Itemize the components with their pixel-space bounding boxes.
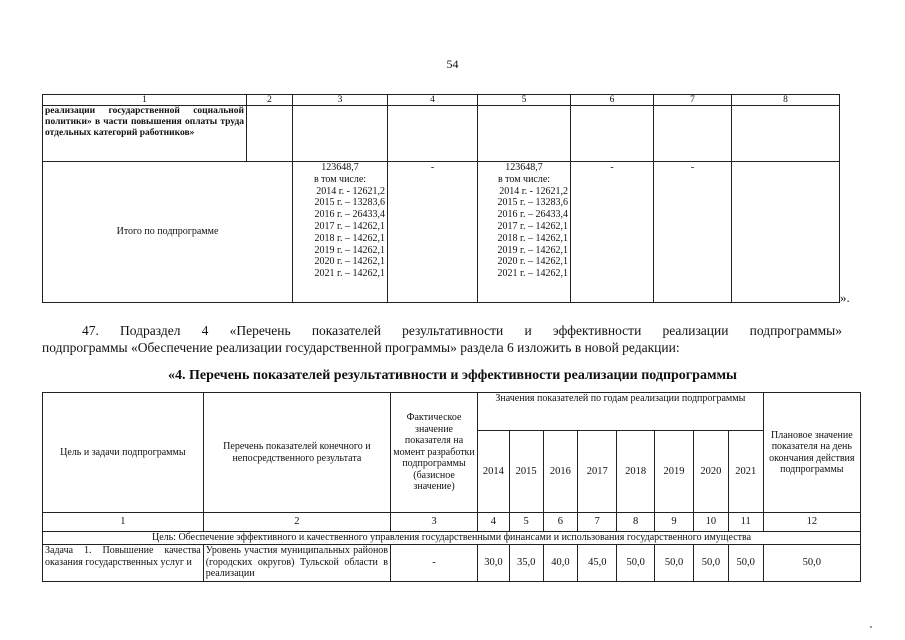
- col7-value: -: [654, 162, 732, 303]
- table-header-row: [43, 95, 840, 106]
- activity-description: реализации государственной социальной политики» в части повышения оплаты труда отдельных категорий работников»: [43, 106, 247, 162]
- year-header: 2020: [693, 431, 728, 513]
- year-value: 50,0: [693, 545, 728, 582]
- regional-amount-cell: 123648,7 в том числе: 2014 г. - 12621,2 2015 г. – 13283,6 2016 г. – 26433,4 2017 г. – 14262,1 2018 г. – 14262,1 2019 г. – 14262,1 2020 г. – 14262,1 2021 г. – 14262,1: [478, 162, 571, 303]
- funding-table: [42, 94, 840, 303]
- year-header: 2017: [578, 431, 617, 513]
- task-text: Задача 1. Повышение качества оказания государственных услуг и: [43, 545, 204, 582]
- base-value-header: Фактическое значение показателя на момент разработки подпрограммы (базисное значение): [391, 393, 478, 513]
- planned-value: 50,0: [763, 545, 860, 582]
- table-header-row: [43, 393, 861, 431]
- year-header: 2014: [478, 431, 510, 513]
- header-cell: 4: [388, 95, 478, 106]
- header-cell: 8: [732, 95, 840, 106]
- year-value: 50,0: [728, 545, 763, 582]
- year-header: 2018: [617, 431, 655, 513]
- header-cell: 1: [43, 95, 247, 106]
- paragraph-line-1: 47. Подраздел 4 «Перечень показателей результативности и эффективности реализации подпрограммы»: [82, 323, 842, 338]
- year-header: 2015: [509, 431, 543, 513]
- base-value: -: [391, 545, 478, 582]
- column-number-row: 1 2 3 4 5 6 7 8 9 10 11 12: [43, 513, 861, 532]
- table-row: [43, 545, 861, 582]
- col6-value: -: [571, 162, 654, 303]
- total-label: Итого по подпрограмме: [43, 162, 293, 303]
- year-header: 2021: [728, 431, 763, 513]
- amendment-paragraph: [42, 322, 842, 356]
- goal-text: Цель: Обеспечение эффективного и качественного управления государственными финансами и использования государственного имущества: [43, 532, 861, 545]
- indicator-text: Уровень участия муниципальных районов (городских округов) Тульской области в реализации: [203, 545, 390, 582]
- year-header: 2019: [655, 431, 694, 513]
- indicators-header: Перечень показателей конечного и непосредственного результата: [203, 393, 390, 513]
- header-cell: 2: [247, 95, 293, 106]
- indicators-table: [42, 392, 861, 582]
- total-row: [43, 162, 840, 303]
- year-header: 2016: [543, 431, 578, 513]
- year-value: 35,0: [509, 545, 543, 582]
- closing-quote: ».: [840, 290, 850, 305]
- year-value: 40,0: [543, 545, 578, 582]
- table-row: [43, 106, 840, 162]
- section-heading: «4. Перечень показателей результативности и эффективности реализации подпрограммы: [168, 368, 737, 383]
- header-cell: 5: [478, 95, 571, 106]
- header-cell: 3: [293, 95, 388, 106]
- paragraph-line-2: подпрограммы «Обеспечение реализации государственной программы» раздела 6 изложить в новой редакции:: [42, 340, 680, 355]
- years-group-header: Значения показателей по годам реализации подпрограммы: [478, 393, 764, 431]
- year-value: 50,0: [655, 545, 694, 582]
- header-cell: 7: [654, 95, 732, 106]
- page-number: 54: [446, 57, 459, 71]
- planned-value-header: Плановое значение показателя на день окончания действия подпрограммы: [763, 393, 860, 513]
- goal-row: [43, 532, 861, 545]
- goals-header: Цель и задачи подпрограммы: [43, 393, 204, 513]
- col4-value: -: [388, 162, 478, 303]
- year-value: 45,0: [578, 545, 617, 582]
- total-amount-cell: 123648,7 в том числе: 2014 г. - 12621,2 2015 г. – 13283,6 2016 г. – 26433,4 2017 г. – 14262,1 2018 г. – 14262,1 2019 г. – 14262,1 2020 г. – 14262,1 2021 г. – 14262,1: [293, 162, 388, 303]
- year-value: 50,0: [617, 545, 655, 582]
- scan-speck: [870, 626, 872, 628]
- header-cell: 6: [571, 95, 654, 106]
- year-value: 30,0: [478, 545, 510, 582]
